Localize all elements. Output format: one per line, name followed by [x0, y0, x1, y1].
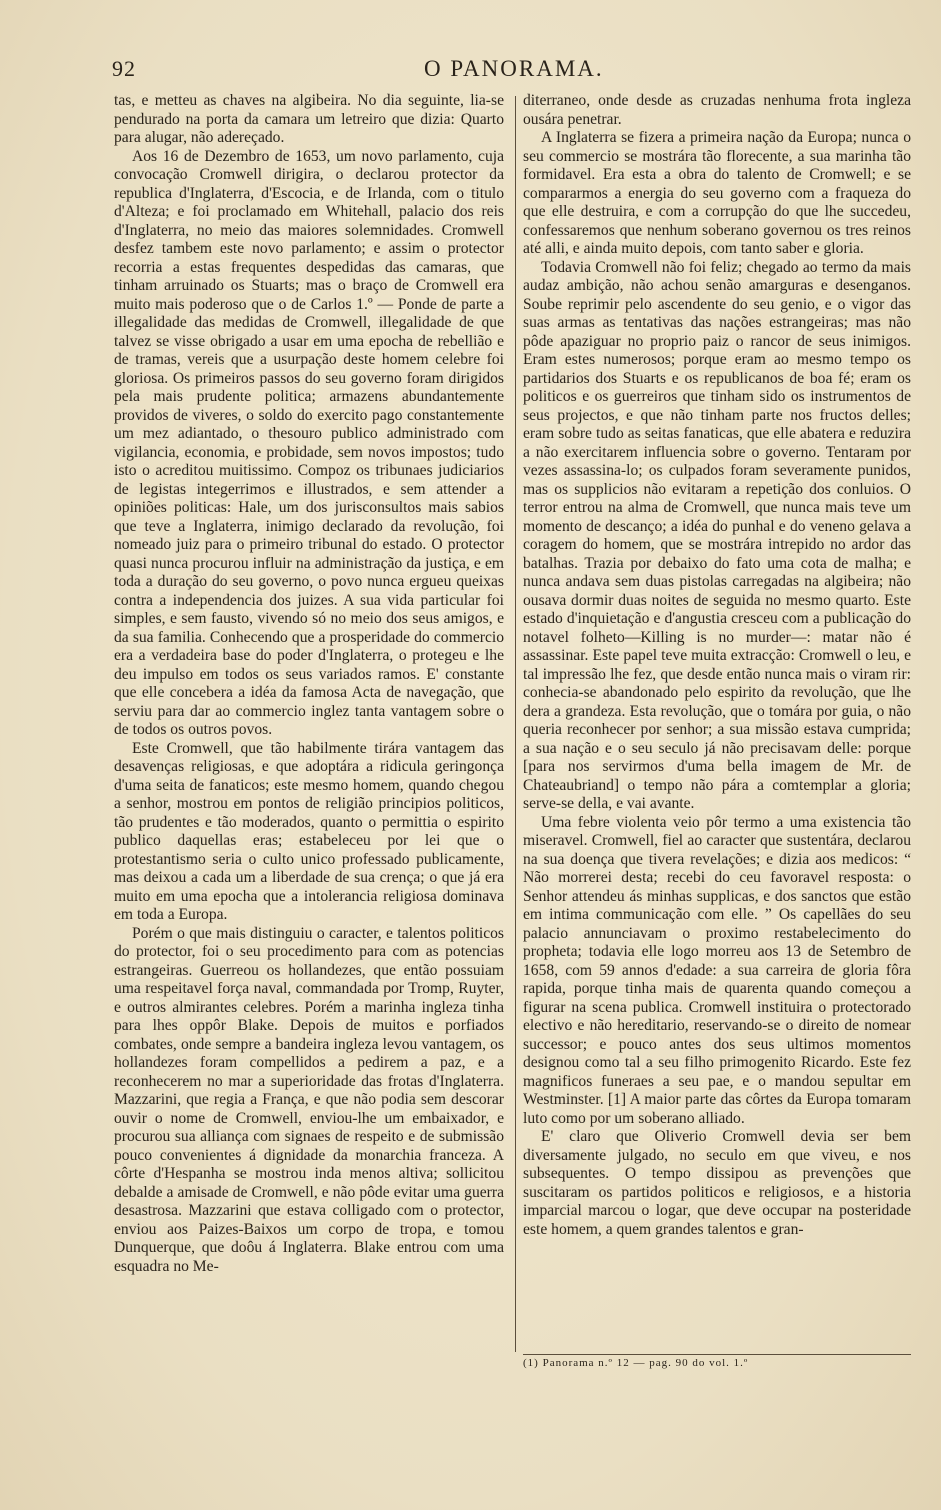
running-title: O PANORAMA. — [424, 56, 604, 81]
paragraph: Aos 16 de Dezembro de 1653, um novo parlamento, cuja convocação Cromwell dirigira, o declarou protector da republica d'Inglaterra, d'Escocia, e de Irlanda, com o titulo d'Alteza; e foi proclamado em Whitehall, palacio dos reis d'Inglaterra, no meio das maiores solemnidades. Cromwell desfez tambem este novo parlamento; e assim o protector recorria a estas frequentes despedidas das camaras, que tinham arruinado os Stuarts; mas o braço de Cromwell era muito mais poderoso que o de Carlos 1.º — Ponde de parte a illegalidade das medidas de Cromwell, illegalidade de que talvez se visse obrigado a usar em uma epocha de rebellião e de tramas, vereis que a usurpação deste homem celebre foi gloriosa. Os primeiros passos do seu governo foram dirigidos pela mais prudente politica; armazens abundantemente providos de viveres, o soldo do exercito pago constantemente um mez adiantado, o thesouro publico administrado com vigilancia, economia, e probidade, sem novos impostos; tudo isto o acreditou muitissimo. Compoz os tribunaes judiciarios de legistas integerrimos e illustrados, e sem attender a opiniões politicas: Hale, um dos jurisconsultos mais sabios que teve a Inglaterra, inimigo declarado da revolução, foi nomeado juiz para o primeiro tribunal do estado. O protector quasi nunca procurou influir na administração da justiça, e em toda a duração do seu governo, o povo nunca ergueu queixas contra a independencia dos juizes. A sua vida particular foi simples, e sem fausto, vivendo só no meio dos seus amigos, e da sua familia. Conhecendo que a prosperidade do commercio era a verdadeira base do poder d'Inglaterra, o protegeu e lhe deu impulso em todos os seus variados ramos. E' constante que elle concebera a idéa da famosa Acta de navegação, que serviu para dar ao commercio inglez tanta vantagem sobre o de todos os outros povos. — [114, 147, 504, 738]
page-number: 92 — [112, 56, 136, 81]
paragraph: E' claro que Oliverio Cromwell devia ser bem diversamente julgado, no seculo em que viveu, e nos subsequentes. O tempo dissipou as prevenções que suscitaram os partidos politicos e religiosos, e a historia imparcial marcou o logar, que deve occupar na posteridade este homem, a quem grandes talentos e gran- — [523, 1128, 911, 1238]
paragraph: Uma febre violenta veio pôr termo a uma existencia tão miseravel. Cromwell, fiel ao caracter que sustentára, declarou na sua doença que tivera revelações; e dizia aos medicos: “ Não morrerei desta; recebi do ceu favoravel resposta: o Senhor attendeu ás minhas supplicas, e dos sanctos que estão em intima communicação com elle. ” Os capellães do seu palacio annunciavam o proximo restabelecimento do propheta; todavia elle logo morreu aos 13 de Setembro de 1658, com 59 annos d'edade: a sua carreira de gloria fôra rapida, porque tinha mais de quarenta quando começou a figurar na scena publica. Cromwell instituira o protectorado electivo e não hereditario, reservando-se o direito de nomear successor; e pouco antes dos seus ultimos momentos designou como tal a seu filho primogenito Ricardo. Este fez magnificos funeraes a seu pae, e o mandou sepultar em Westminster. [1] A maior parte das côrtes da Europa tomaram luto como por um soberano alliado. — [523, 813, 911, 1127]
right-column — [523, 92, 911, 1239]
paragraph: Todavia Cromwell não foi feliz; chegado ao termo da mais audaz ambição, não achou senão amarguras e desenganos. Soube reprimir pelo ascendente do seu genio, e o vigor das suas armas as tentativas das nações estrangeiras; mas não pôde apaziguar no proprio paiz o rancor de seus inimigos. Eram estes numerosos; porque eram ao mesmo tempo os partidarios dos Stuarts e os republicanos de boa fé; eram os politicos e os guerreiros que tinham sido os instrumentos de seus projectos, e que não tinham parte nos fructos delles; eram sobre tudo as seitas fanaticas, que elle abatera e reduzira a não exercitarem influencia sobre o governo. Tentaram por vezes assassina-lo; os culpados foram severamente punidos, mas os supplicios não evitaram a repetição dos conluios. O terror entrou na alma de Cromwell, que nunca mais teve um momento de descanço; a idéa do punhal e do veneno gelava a coragem do homem, que se mostrára intrepido no ardor das batalhas. Trazia por debaixo do fato uma cota de malha; e nunca andava sem duas pistolas carregadas na algibeira; não ousava dormir duas noites de seguida no mesmo quarto. Este estado d'inquietação e d'angustia cresceu com a publicação do notavel folheto—Killing is no murder—: matar não é assassinar. Este papel teve muita extracção: Cromwell o leu, e tal impressão lhe fez, que desde então nunca mais o viram rir: conhecia-se abandonado pelo espirito da revolução, que lhe dera a grandeza. Esta revolução, que o tomára por guia, o não queria reconhecer por senhor; a sua missão estava cumprida; a sua nação e o seu seculo já não precisavam delle: porque [para nos servirmos d'uma bella imagem de Mr. de Chateaubriand] o tempo não pára a comtemplar a gloria; serve-se della, e vai avante. — [523, 258, 911, 812]
page-header — [112, 56, 913, 88]
footnote: (1) Panorama n.º 12 — pag. 90 do vol. 1.º — [523, 1354, 911, 1369]
left-column — [114, 92, 504, 1276]
paragraph: Este Cromwell, que tão habilmente tirára vantagem das desavenças religiosas, e que adoptára a ridicula geringonça d'uma seita de fanaticos; este mesmo homem, quando chegou a senhor, mostrou em pontos de religião principios politicos, tão prudentes e tão moderados, quanto o permittia o espirito publico daquellas eras; estabeleceu por lei que o protestantismo seria o culto unico professado publicamente, mas deixou a cada um a liberdade de sua crença; o que já era muito em uma epocha que a intolerancia religiosa dominava em toda a Europa. — [114, 739, 504, 923]
paragraph: Porém o que mais distinguiu o caracter, e talentos politicos do protector, foi o seu procedimento para com as potencias estrangeiras. Guerreou os hollandezes, que então possuiam uma respeitavel força naval, commandada por Tromp, Ruyter, e outros almirantes celebres. Porém a marinha ingleza tinha para lhes oppôr Blake. Depois de muitos e porfiados combates, onde sempre a bandeira ingleza levou vantagem, os hollandezes foram compellidos a pedirem a paz, e a reconhecerem no mar a superioridade das frotas d'Inglaterra. Mazzarini, que regia a França, e que não podia sem descorar ouvir o nome de Cromwell, enviou-lhe um embaixador, e procurou sua alliança com signaes de respeito e de submissão pouco convenientes á dignidade da monarchia franceza. A côrte d'Hespanha se mostrou inda menos altiva; sollicitou debalde a amisade de Cromwell, e não pôde evitar uma guerra desastrosa. Mazzarini que estava colligado com o protector, enviou aos Paizes-Baixos um corpo de tropa, e tomou Dunquerque, que doôu á Inglaterra. Blake entrou com uma esquadra no Me- — [114, 924, 504, 1275]
paragraph: A Inglaterra se fizera a primeira nação da Europa; nunca o seu commercio se mostrára tão florecente, a sua marinha tão formidavel. Era esta a obra do talento de Cromwell; e se compararmos a energia do seu governo com a fraqueza do que elle destruira, e com a corrupção do que lhe succedeu, confessaremos que nenhum soberano governou os tres reinos até alli, e ainda muito depois, com tanto saber e gloria. — [523, 129, 911, 257]
column-divider — [515, 96, 516, 1352]
paragraph: tas, e metteu as chaves na algibeira. No dia seguinte, lia-se pendurado na porta da camara um letreiro que dizia: Quarto para alugar, não adereçado. — [114, 92, 504, 146]
paragraph: diterraneo, onde desde as cruzadas nenhuma frota ingleza ousára penetrar. — [523, 92, 911, 128]
